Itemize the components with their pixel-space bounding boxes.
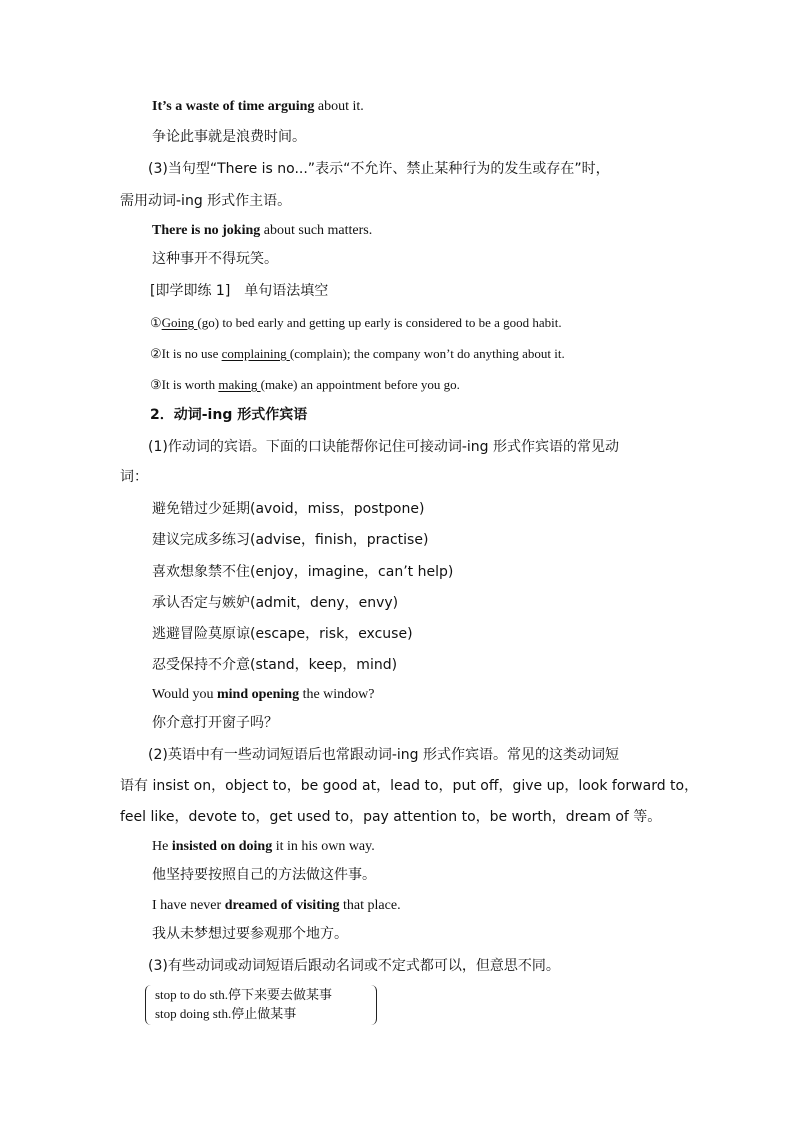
paragraph-2-line-3: feel like，devote to，get used to，pay attention to，be worth，dream of 等。 [120,809,662,825]
example-bold: dreamed of visiting [224,898,340,913]
question-1 [150,314,562,332]
question-rest: (go) to bed early and getting up early is considered to be a good habit. [197,315,562,330]
answer-going: Going [161,315,198,330]
example-bold: There is no joking [152,223,261,238]
example-translation-2: 这种事开不得玩笑。 [152,251,278,267]
example-translation-5: 我从未梦想过要参观那个地方。 [152,926,348,942]
paragraph-2-line-1: (2)英语中有一些动词短语后也常跟动词-ing 形式作宾语。常见的这类动词短 [148,747,619,763]
example-bold: insisted on doing [171,839,273,854]
section-2-heading: 2．动词-ing 形式作宾语 [150,407,308,423]
answer-complaining: complaining [221,346,290,361]
brace-line-2: stop doing sth.停止做某事 [155,1006,297,1021]
rhyme-line-3: 喜欢想象禁不住(enjoy，imagine，can’t help) [152,564,454,580]
example-rest: that place. [339,898,401,913]
rhyme-line-4: 承认否定与嫉妒(admit，deny，envy) [152,595,399,611]
example-translation-1: 争论此事就是浪费时间。 [152,129,306,145]
practice-title: [即学即练 1] 单句语法填空 [150,283,329,299]
answer-making: making [218,377,261,392]
paragraph-3-line-2: 需用动词-ing 形式作主语。 [120,193,292,209]
example-bold: mind opening [216,687,300,702]
paragraph-1-line-2: 词： [120,469,148,485]
example-sentence-4 [152,838,375,856]
rhyme-line-1: 避免错过少延期(avoid，miss，postpone) [152,501,425,517]
rhyme-line-6: 忍受保持不介意(stand，keep，mind) [152,657,398,673]
example-prefix: I have never [152,898,225,913]
example-rest: about such matters. [263,223,373,238]
question-rest: (complain); the company won’t do anything about it. [289,346,565,361]
paragraph-1-line-1: (1)作动词的宾语。下面的口诀能帮你记住可接动词-ing 形式作宾语的常见动 [148,439,619,455]
right-brace [368,985,377,1025]
paragraph-3b: (3)有些动词或动词短语后跟动名词或不定式都可以，但意思不同。 [148,958,560,974]
example-rest: the window? [299,687,375,702]
question-3 [150,376,460,394]
question-number: ① [150,315,162,330]
brace-line-1: stop to do sth.停下来要去做某事 [155,987,332,1002]
example-translation-3: 你介意打开窗子吗？ [152,715,278,731]
question-rest: (make) an appointment before you go. [260,377,460,392]
example-prefix: Would you [152,687,217,702]
example-rest: it in his own way. [272,839,375,854]
paragraph-3-line-1: (3)当句型“There is no...”表示“不允许、禁止某种行为的发生或存在”时， [148,161,610,177]
question-2 [150,345,565,363]
example-bold: It’s a waste of time arguing [152,99,315,114]
example-rest: about it. [317,99,364,114]
rhyme-line-2: 建议完成多练习(advise，finish，practise) [152,532,429,548]
paragraph-2-line-2: 语有 insist on，object to，be good at，lead to，put off，give up，look forward to， [120,778,699,794]
example-sentence-2 [152,222,372,240]
example-sentence-1 [152,98,364,116]
left-brace [145,985,154,1025]
example-translation-4: 他坚持要按照自己的方法做这件事。 [152,867,376,883]
example-sentence-3 [152,686,375,704]
example-prefix: He [152,839,172,854]
comparison-brace [145,985,377,1025]
rhyme-line-5: 逃避冒险莫原谅(escape，risk，excuse) [152,626,413,642]
question-prefix: ③It is worth [150,377,219,392]
example-sentence-5 [152,897,401,915]
question-prefix: ②It is no use [150,346,222,361]
